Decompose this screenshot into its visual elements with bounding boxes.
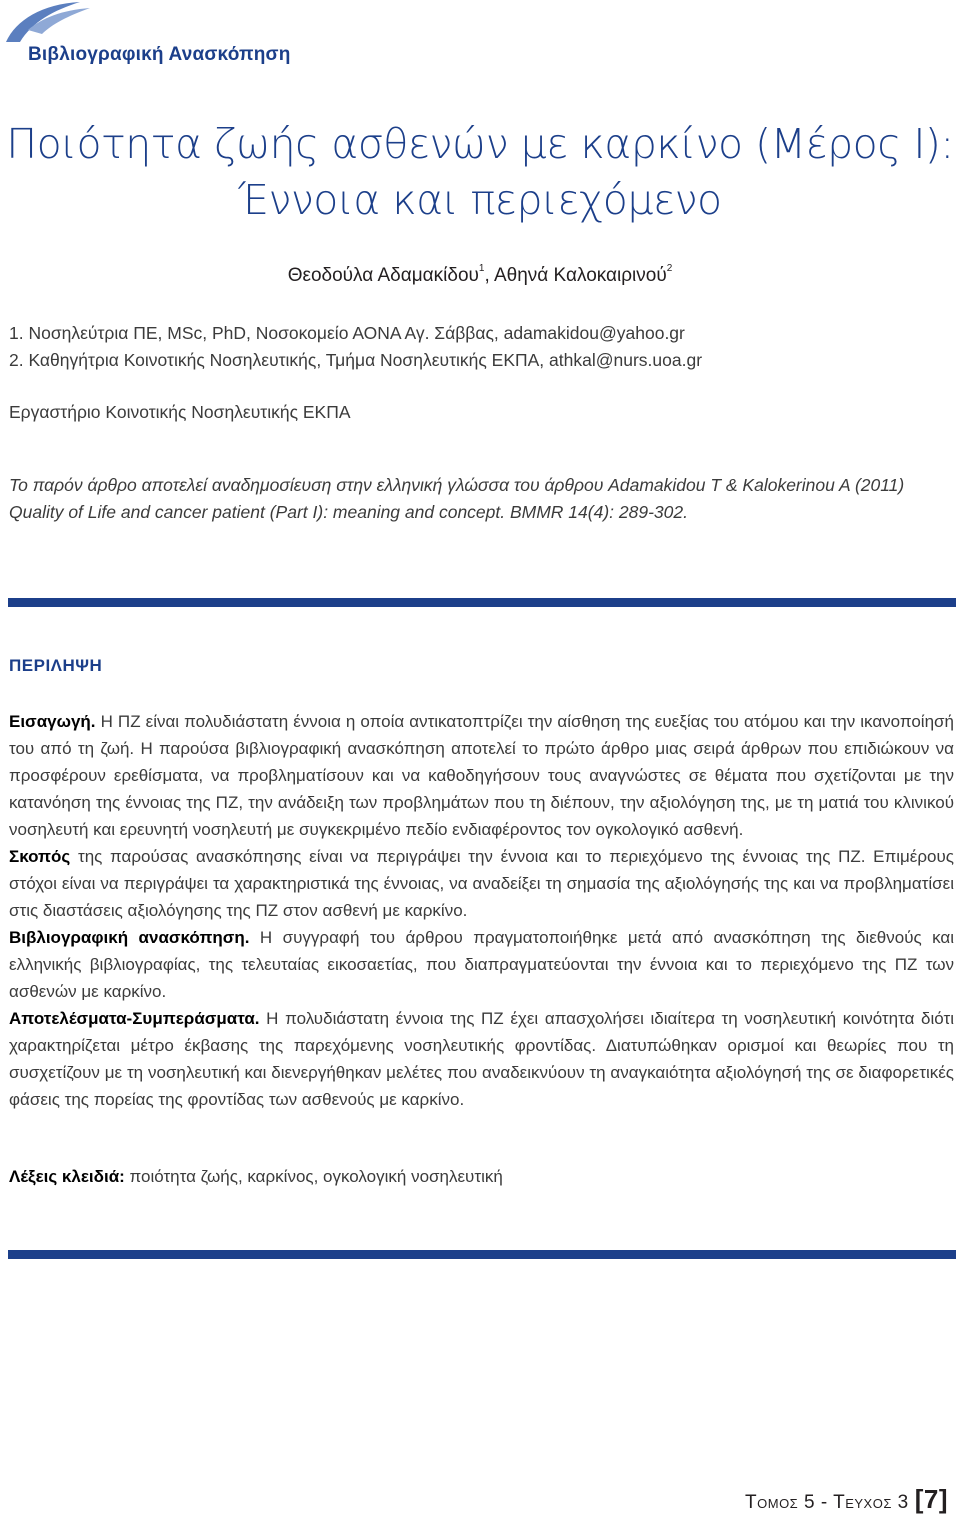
abstract-label: Εισαγωγή.: [9, 712, 96, 731]
author-affiliation-number: 2: [666, 263, 673, 274]
author-separator: ,: [484, 265, 494, 286]
abstract-text: Η πολυδιάστατη έννοια της ΠΖ έχει απασχολήσει ιδιαίτερα τη νοσηλευτική κοινότητα διότι χαρακτηρίζεται μέτρο έκβασης της παρεχόμενης νοσηλευτικής φροντίδας. Διατυπώθηκαν ορισμοί και θεωρίες που τη συσχετίζουν με τη νοσηλευτική και διενεργήθηκαν μελέτες που αναδεικνύουν τη αναγκαιότητα αξιολόγησή της σε διαφορετικές φάσεις της πορείας της φροντίδας των ασθενούς με καρκίνο.: [9, 1009, 954, 1109]
abstract-label: Σκοπός: [9, 847, 71, 866]
abstract-paragraph-introduction: [9, 708, 954, 843]
author-name: Θεοδούλα Αδαμακίδου: [287, 265, 479, 286]
author-name: Αθηνά Καλοκαιρινού: [493, 265, 667, 286]
page-footer: [745, 1484, 948, 1515]
abstract-paragraph-review: [9, 924, 954, 1005]
abstract-label: Βιβλιογραφική ανασκόπηση.: [9, 928, 250, 947]
page-number: [7]: [914, 1484, 948, 1514]
affiliation-2: 2. Καθηγήτρια Κοινοτικής Νοσηλευτικής, Τμήμα Νοσηλευτικής ΕΚΠΑ, athkal@nurs.uoa.gr: [9, 350, 703, 370]
abstract-text: της παρούσας ανασκόπησης είναι να περιγράψει την έννοια και το περιεχόμενο της έννοιας της ΠΖ. Επιμέρους στόχοι είναι να περιγράψει τα χαρακτηριστικά της έννοιας, να αναδείξει τη σημασία της αξιολόγησής της και να προβληματίσει στις διαστάσεις αξιολόγησης της ΠΖ στον ασθενή με καρκίνο.: [9, 847, 954, 920]
divider: [8, 598, 956, 607]
section-label: Βιβλιογραφική Ανασκόπηση: [28, 44, 291, 65]
laboratory: Εργαστήριο Κοινοτικής Νοσηλευτικής ΕΚΠΑ: [9, 402, 351, 422]
authors: [0, 265, 960, 287]
abstract-body: [9, 708, 954, 1113]
author-affiliation-number: 1: [478, 263, 485, 274]
affiliation-1: 1. Νοσηλεύτρια ΠΕ, MSc, PhD, Νοσοκομείο ΑΟΝΑ Αγ. Σάββας, adamakidou@yahoo.gr: [9, 323, 685, 343]
abstract-heading: ΠΕΡΙΛΗΨΗ: [9, 656, 103, 675]
divider: [8, 1250, 956, 1259]
abstract-label: Αποτελέσματα-Συμπεράσματα.: [9, 1009, 260, 1028]
article-title-line-1: Ποιότητα ζωής ασθενών με καρκίνο (Μέρος Ι):: [6, 120, 954, 168]
volume-issue: Τομος 5 - Τευχος 3: [745, 1492, 909, 1513]
abstract-text: Η συγγραφή του άρθρου πραγματοποιήθηκε μετά από ανασκόπηση της διεθνούς και ελληνικής βιβλιογραφίας, της τελευταίας εικοσαετίας, που διαπραγματεύονται την έννοια και το περιεχόμενο της ΠΖ των ασθενών με καρκίνο.: [9, 928, 955, 1001]
publication-note: Το παρόν άρθρο αποτελεί αναδημοσίευση στην ελληνική γλώσσα του άρθρου Adamakidou T & Kalokerinou A (2011) Quality of Life and cancer patient (Part I): meaning and concept. BMMR 14(4): 289-302.: [9, 475, 905, 522]
keywords: [9, 1167, 503, 1187]
abstract-paragraph-results: [9, 1005, 954, 1113]
abstract-text: Η ΠΖ είναι πολυδιάστατη έννοια η οποία αντικατοπτρίζει την αίσθηση της ευεξίας του ατόμου και την ικανοποίησή του από τη ζωή. Η παρούσα βιβλιογραφική ανασκόπηση αποτελεί το πρώτο άρθρο μιας σειρά άρθρων που επιδιώκουν να προσφέρουν ερεθίσματα, να προβληματίσουν και να καθοδηγήσουν τους αναγνώστες σε θέματα που σχετίζονται με την κατανόηση της έννοιας της ΠΖ, την ανάδειξη των προβλημάτων που τη διέπουν, την αξιολόγηση της, με τη ματιά του κλινικού νοσηλευτή και ερευνητή νοσηλευτή με συγκεκριμένο πεδίο ενδιαφέροντος τον ογκολογικό ασθενή.: [9, 712, 954, 839]
abstract-paragraph-aim: [9, 843, 954, 924]
keywords-text: ποιότητα ζωής, καρκίνος, ογκολογική νοσηλευτική: [124, 1167, 503, 1186]
keywords-label: Λέξεις κλειδιά:: [9, 1167, 125, 1186]
article-title-line-2: Έννοια και περιεχόμενο: [238, 176, 722, 224]
swoosh-logo-icon: [2, 0, 94, 46]
